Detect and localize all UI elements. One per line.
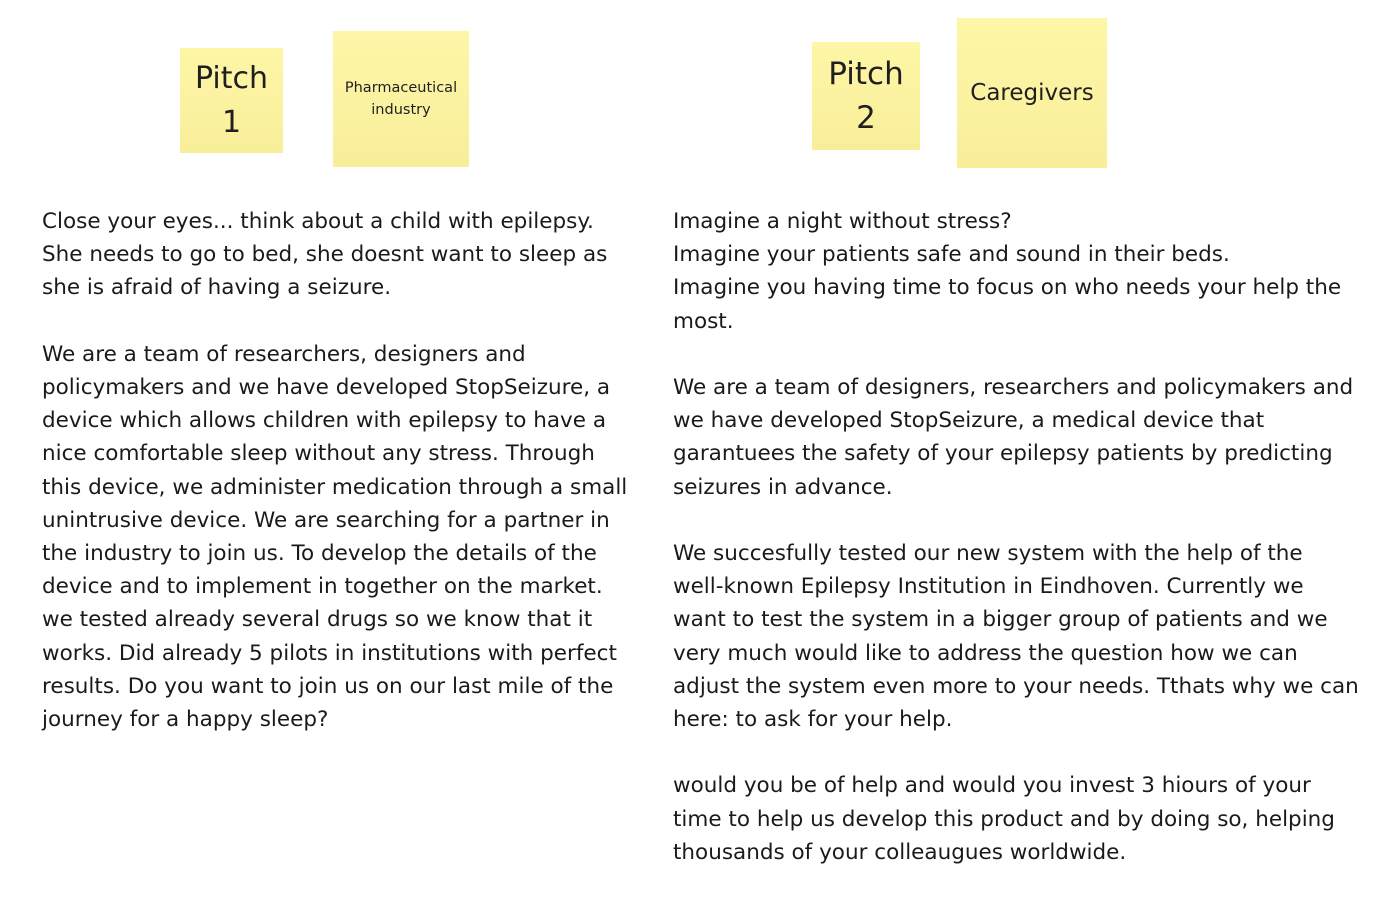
pitch-2-paragraph-1: Imagine a night without stress? Imagine your patients safe and sound in their beds. Imagine you having time to focus on who needs your help the most. [673, 209, 1342, 334]
sticky-note-pitch-1-label: Pitch 1 [194, 60, 269, 140]
sticky-note-pharmaceutical-industry [333, 31, 469, 167]
sticky-note-pitch-1 [180, 48, 283, 153]
pitch-1-text [42, 205, 642, 736]
sticky-note-pharmaceutical-industry-label: Pharmaceutical industry [344, 80, 458, 118]
pitch-2-text [673, 205, 1373, 869]
pitch-2-paragraph-2: We are a team of designers, researchers and policymakers and we have developed StopSeizure, a medical device that garantuees the safety of your epilepsy patients by predicting seizures in advance. [673, 375, 1354, 500]
pitch-1-paragraph-1: Close your eyes... think about a child with epilepsy. She needs to go to bed, she doesnt want to sleep as she is afraid of having a seizure. [42, 209, 608, 301]
pitch-1-paragraph-2: We are a team of researchers, designers and policymakers and we have developed StopSeizure, a device which allows children with epilepsy to have a nice comfortable sleep without any stress. Through this device, we administer medication through a small unintrusive device. We are searching for a partner in the industry to join us. To develop the details of the device and to implement in together on the market. we tested already several drugs so we know that it works. Did already 5 pilots in institutions with perfect results. Do you want to join us on our last mile of the journey for a happy sleep? [42, 341, 628, 733]
sticky-note-caregivers-label: Caregivers [970, 80, 1094, 106]
pitch-2-paragraph-3: We succesfully tested our new system with the help of the well-known Epilepsy Institution in Eindhoven. Currently we want to test the system in a bigger group of patients and we very much would like to address the question how we can adjust the system even more to your needs. Tthats why we can here: to ask for your help. [673, 541, 1359, 733]
sticky-note-pitch-2-label: Pitch 2 [828, 56, 904, 136]
pitch-2-paragraph-4: would you be of help and would you invest 3 hiours of your time to help us develop this product and by doing so, helping thousands of your colleaugues worldwide. [673, 773, 1335, 865]
sticky-note-pitch-2 [812, 42, 920, 150]
sticky-note-caregivers [957, 18, 1107, 168]
